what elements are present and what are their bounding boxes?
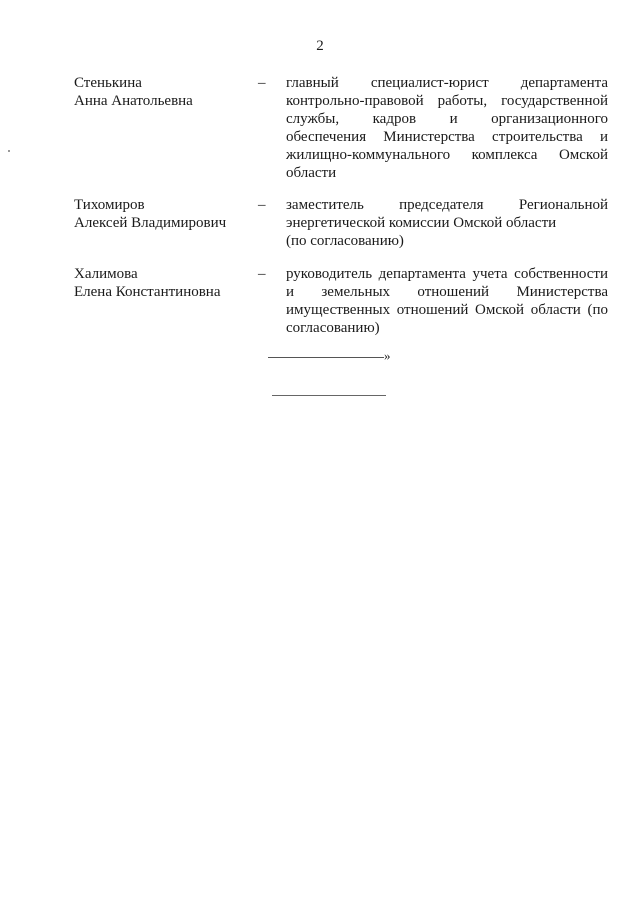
position-line: службы, кадров и организационного [286,111,608,127]
position-line: имущественных отношений Омской области (по [286,302,608,318]
position-line: и земельных отношений Министерства [286,284,608,300]
member-position [286,196,608,250]
position-line: главный специалист-юрист департамента [286,75,608,91]
member-surname: Стенькина [74,75,142,91]
member-name [74,196,244,232]
member-surname: Тихомиров [74,197,145,213]
position-line: руководитель департамента учета собственности [286,266,608,282]
member-given-names: Анна Анатольевна [74,93,193,109]
position-line: области [286,165,337,181]
scan-artifact [8,150,10,152]
position-line: заместитель председателя Региональной [286,197,608,213]
position-line: обеспечения Министерства строительства и [286,129,608,145]
closing-rule [272,395,386,396]
page-number: 2 [316,38,324,54]
position-line: жилищно-коммунального комплекса Омской [286,147,608,163]
member-name [74,265,244,301]
member-name [74,74,244,110]
position-line: контрольно-правовой работы, государственной [286,93,608,109]
position-line: согласованию) [286,320,380,336]
closing-rule [268,357,384,358]
member-position [286,74,608,182]
member-surname: Халимова [74,266,138,282]
entry-dash: – [258,266,266,282]
position-line: энергетической комиссии Омской области [286,215,557,231]
position-line: (по согласованию) [286,233,404,249]
member-position [286,265,608,337]
entry-dash: – [258,197,266,213]
entry-dash: – [258,75,266,91]
member-given-names: Елена Константиновна [74,284,221,300]
closing-quote-mark: » [384,348,391,363]
member-given-names: Алексей Владимирович [74,215,227,231]
